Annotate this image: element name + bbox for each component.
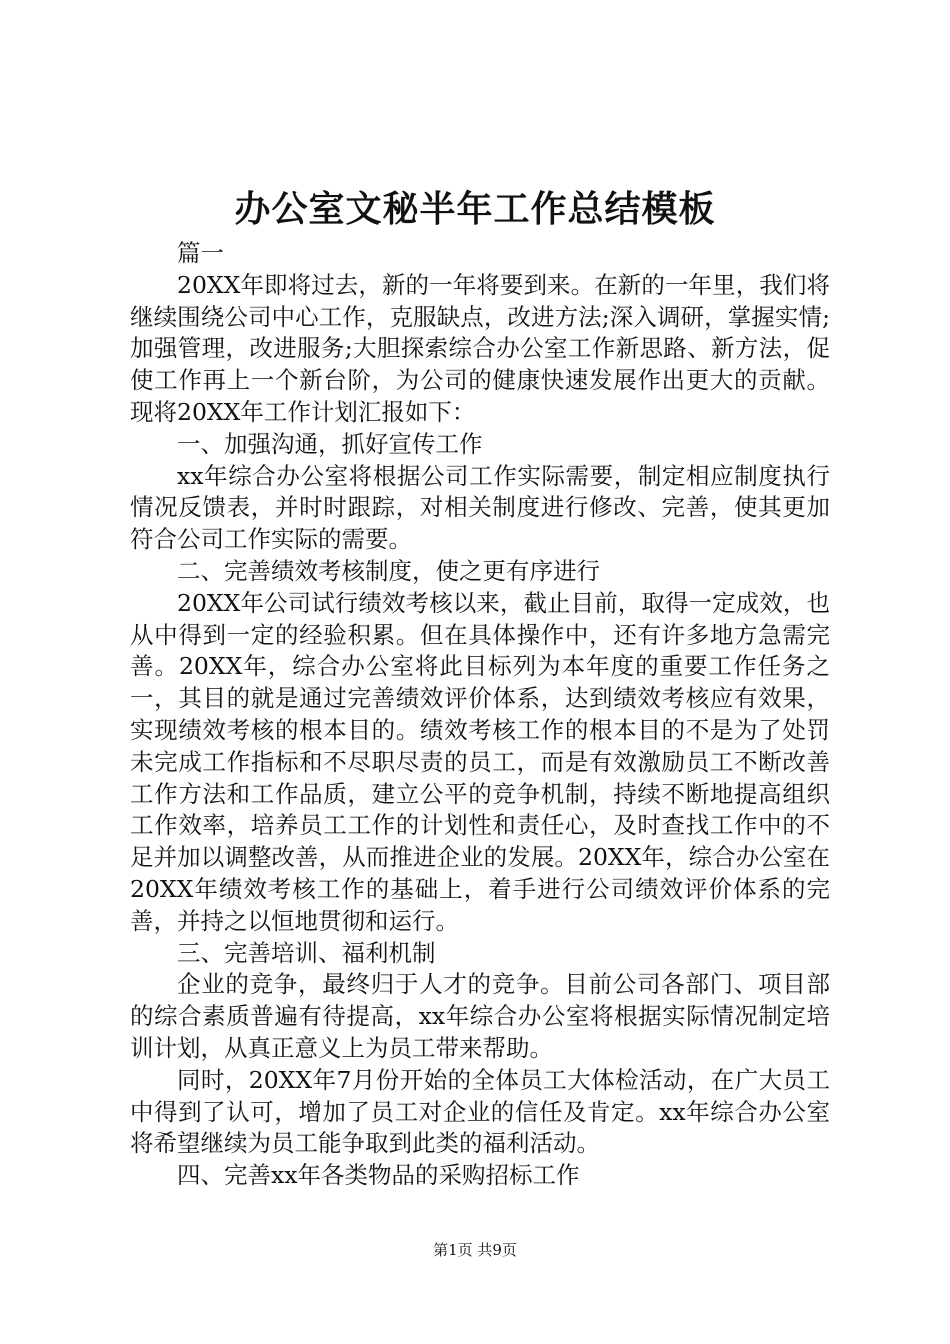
section-heading-1: 一、加强沟通，抓好宣传工作 <box>177 429 483 458</box>
paragraph-training: 企业的竞争，最终归于人才的竞争。目前公司各部门、项目部的综合素质普遍有待提高，xx年综合办公室将根据实际情况制定培训计划，从真正意义上为员工带来帮助。 <box>130 970 830 1062</box>
document-body <box>130 238 830 1192</box>
paragraph-communication: xx年综合办公室将根据公司工作实际需要，制定相应制度执行情况反馈表，并时时跟踪，对相关制度进行修改、完善，使其更加符合公司工作实际的需要。 <box>130 461 830 554</box>
section-heading-2: 二、完善绩效考核制度，使之更有序进行 <box>177 556 600 585</box>
paragraph-intro: 20XX年即将过去，新的一年将要到来。在新的一年里，我们将继续围绕公司中心工作，克服缺点，改进方法;深入调研，掌握实情;加强管理，改进服务;大胆探索综合办公室工作新思路、新方法，促使工作再上一个新台阶，为公司的健康快速发展作出更大的贡献。现将20XX年工作计划汇报如下： <box>130 270 830 426</box>
page-indicator: 第1页 共9页 <box>433 1241 517 1259</box>
document-title: 办公室文秘半年工作总结模板 <box>234 188 716 230</box>
section-heading-3: 三、完善培训、福利机制 <box>177 938 436 967</box>
section-heading-4: 四、完善xx年各类物品的采购招标工作 <box>177 1161 580 1190</box>
paragraph-performance: 20XX年公司试行绩效考核以来，截止目前，取得一定成效，也从中得到一定的经验积累。但在具体操作中，还有许多地方急需完善。20XX年，综合办公室将此目标列为本年度的重要工作任务之一，其目的就是通过完善绩效评价体系，达到绩效考核应有效果，实现绩效考核的根本目的。绩效考核工作的根本目的不是为了处罚未完成工作指标和不尽职尽责的员工，而是有效激励员工不断改善工作方法和工作品质，建立公平的竞争机制，持续不断地提高组织工作效率，培养员工工作的计划性和责任心，及时查找工作中的不足并加以调整改善，从而推进企业的发展。20XX年，综合办公室在20XX年绩效考核工作的基础上，着手进行公司绩效评价体系的完善，并持之以恒地贯彻和运行。 <box>130 588 830 935</box>
section-label-pian-yi: 篇一 <box>177 239 224 267</box>
paragraph-welfare: 同时，20XX年7月份开始的全体员工大体检活动，在广大员工中得到了认可，增加了员工对企业的信任及肯定。xx年综合办公室将希望继续为员工能争取到此类的福利活动。 <box>130 1065 830 1158</box>
